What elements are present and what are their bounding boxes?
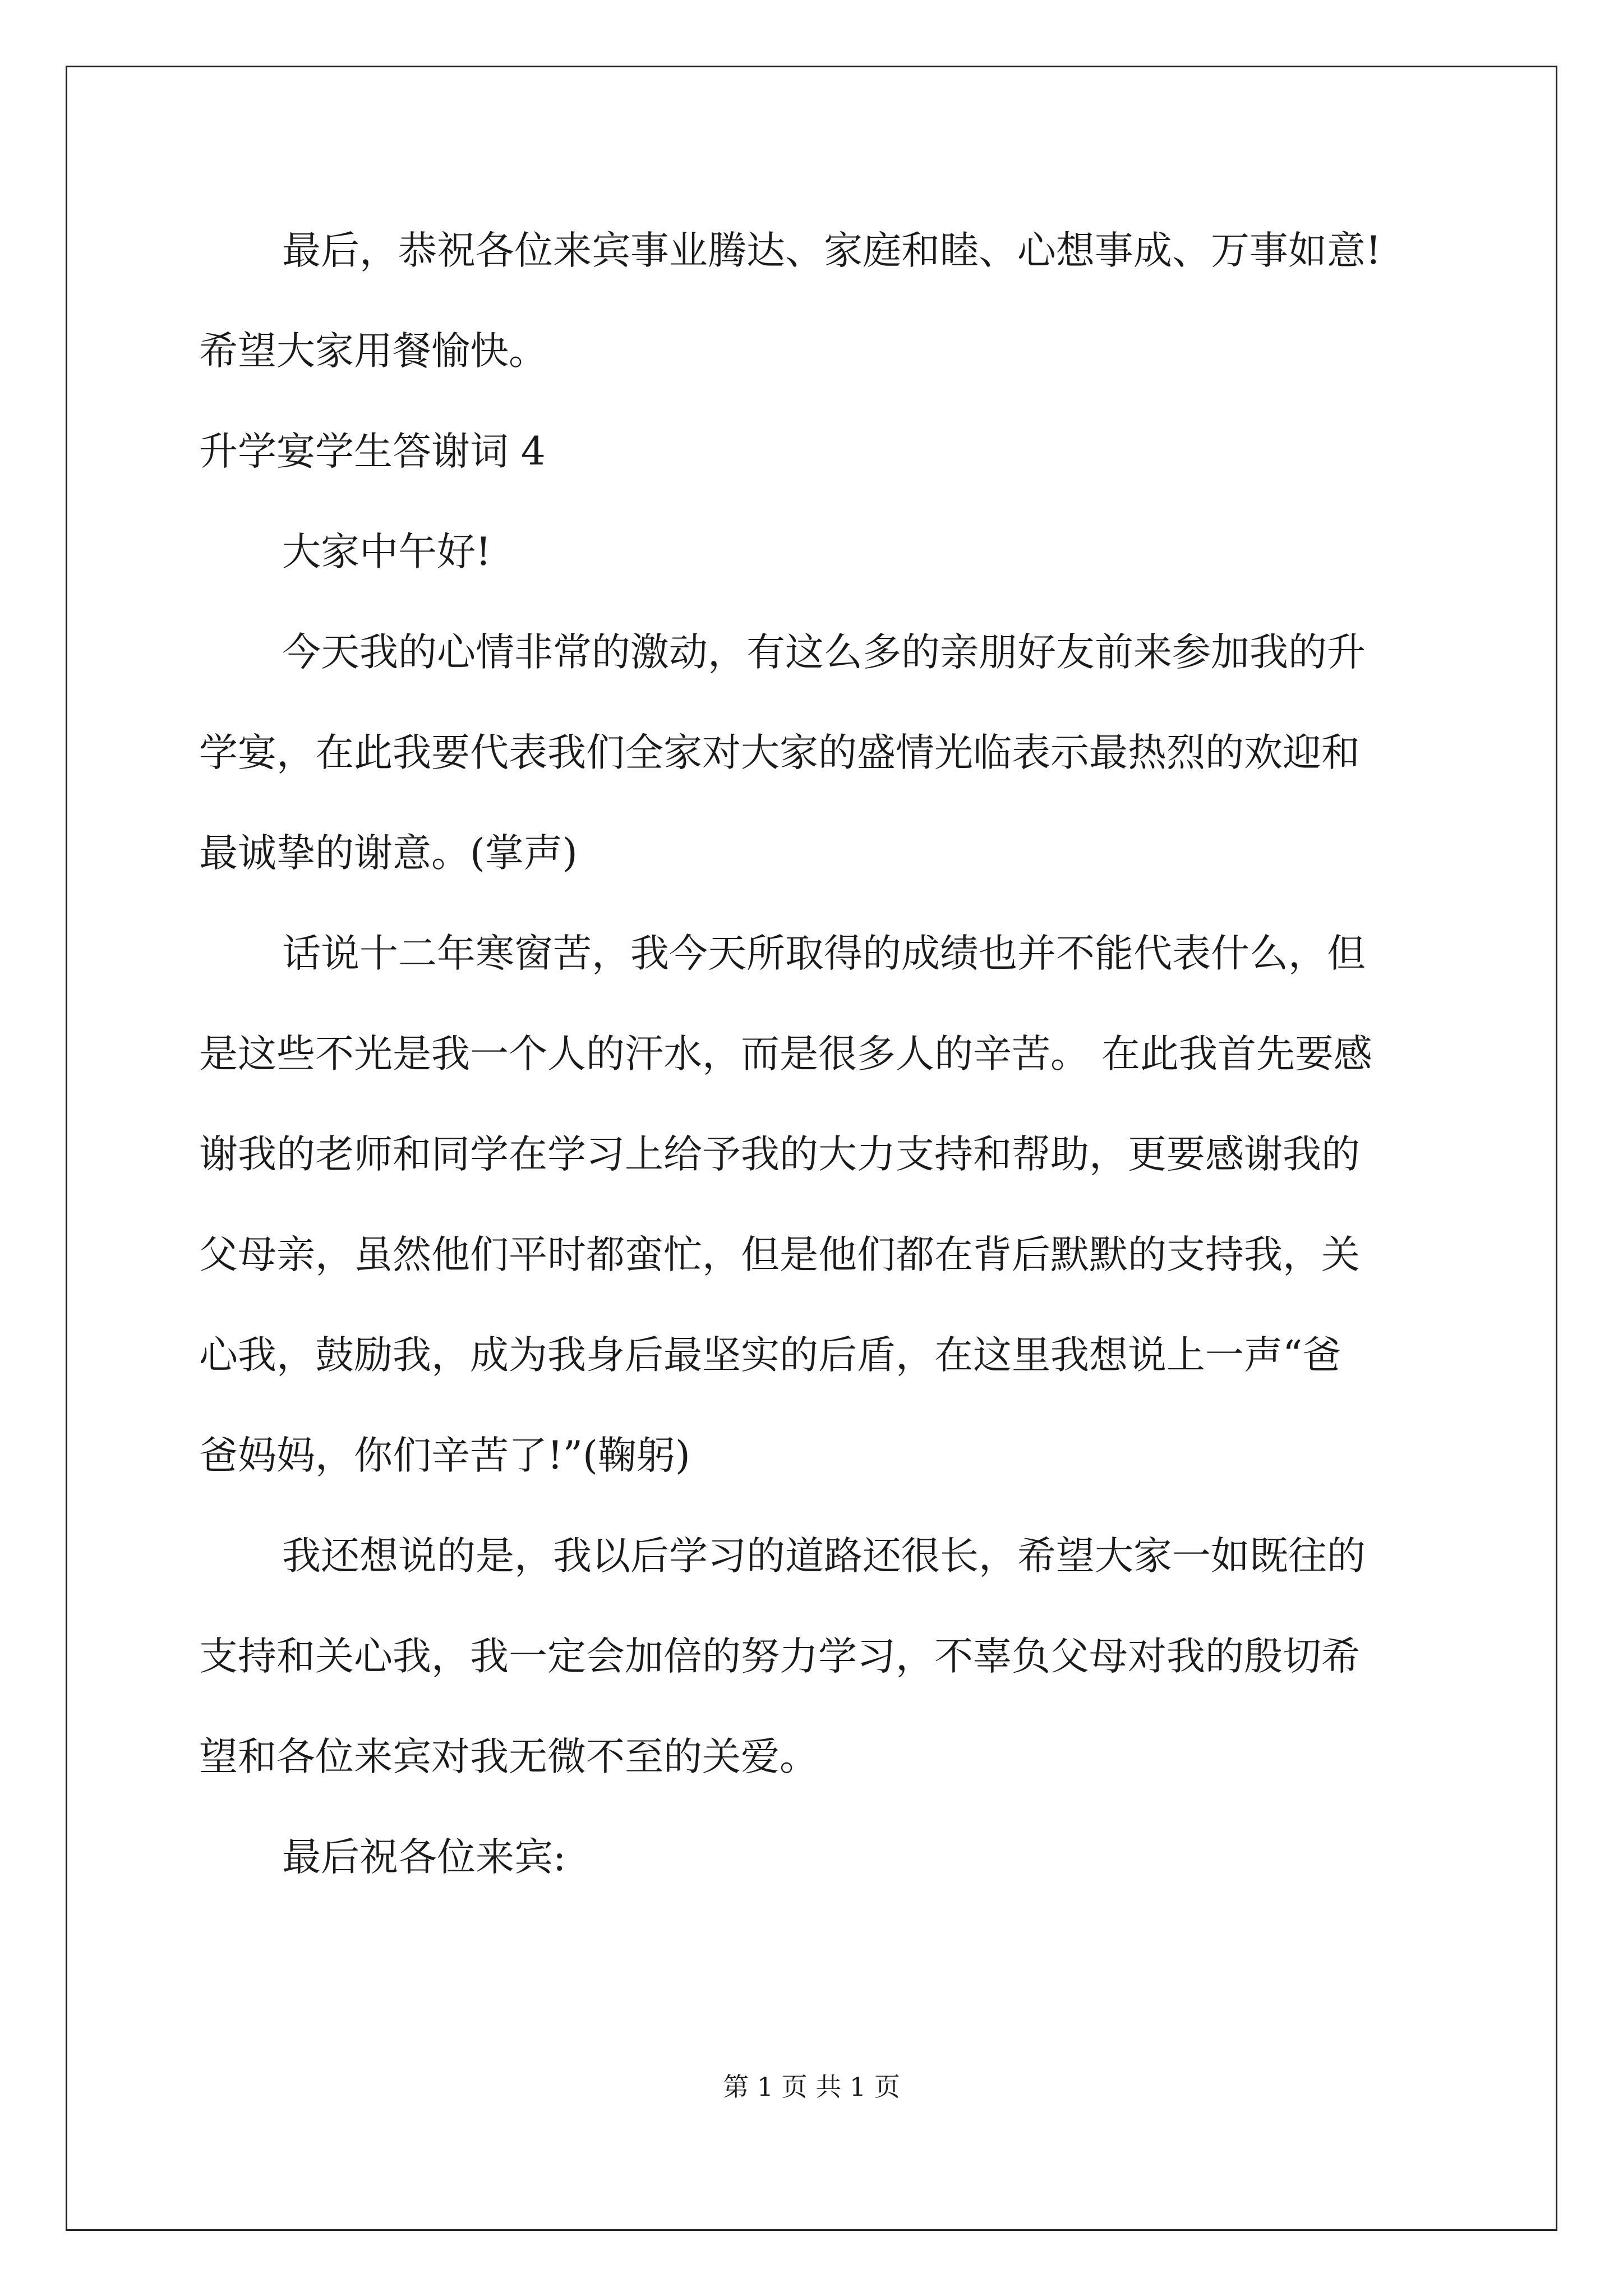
greeting-line: 大家中午好! [282, 530, 491, 574]
paragraph-line: 话说十二年寒窗苦，我今天所取得的成绩也并不能代表什么，但 [282, 931, 1366, 976]
paragraph-line: 希望大家用餐愉快。 [199, 329, 547, 374]
paragraph-line: 我还想说的是，我以后学习的道路还很长，希望大家一如既往的 [282, 1534, 1366, 1579]
paragraph-line: 是这些不光是我一个人的汗水，而是很多人的辛苦。 在此我首先要感 [199, 1032, 1372, 1076]
paragraph-line: 支持和关心我，我一定会加倍的努力学习，不辜负父母对我的殷切希 [199, 1634, 1360, 1679]
paragraph-line: 最诚挚的谢意。(掌声) [199, 831, 578, 876]
section-heading: 升学宴学生答谢词 4 [199, 429, 546, 474]
page-footer: 第 1 页 共 1 页 [723, 2072, 900, 2102]
paragraph-line: 今天我的心情非常的激动，有这么多的亲朋好友前来参加我的升 [282, 630, 1366, 675]
paragraph-line: 父母亲，虽然他们平时都蛮忙，但是他们都在背后默默的支持我，关 [199, 1232, 1360, 1277]
paragraph-line: 最后祝各位来宾: [282, 1835, 566, 1880]
paragraph-line: 最后，恭祝各位来宾事业腾达、家庭和睦、心想事成、万事如意! [282, 228, 1381, 273]
paragraph-line: 爸妈妈，你们辛苦了!”(鞠躬) [199, 1433, 690, 1478]
paragraph-line: 心我，鼓励我，成为我身后最坚实的后盾，在这里我想说上一声“爸 [199, 1333, 1341, 1378]
paragraph-line: 望和各位来宾对我无微不至的关爱。 [199, 1734, 818, 1779]
paragraph-line: 学宴，在此我要代表我们全家对大家的盛情光临表示最热烈的欢迎和 [199, 730, 1360, 775]
paragraph-line: 谢我的老师和同学在学习上给予我的大力支持和帮助，更要感谢我的 [199, 1132, 1360, 1177]
